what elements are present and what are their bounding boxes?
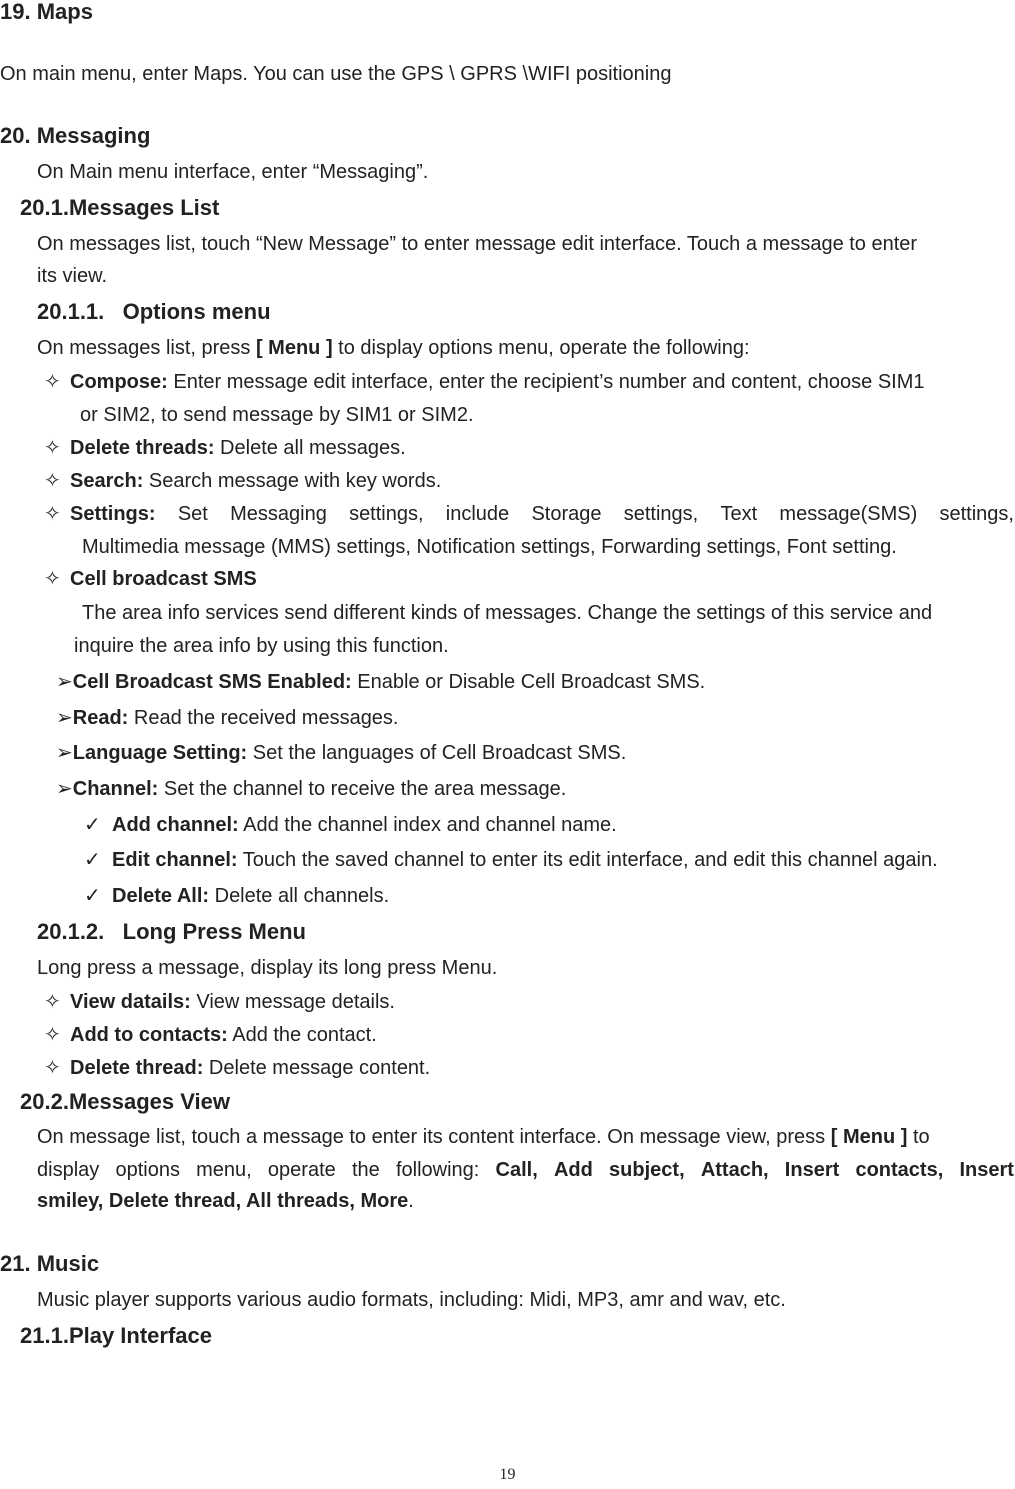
messages-list-body-1: On messages list, touch “New Message” to enter message edit interface. Touch a message to enter	[37, 233, 918, 255]
menu-key: [ Menu ]	[255, 337, 333, 359]
arrow-item-language: ➢Language Setting: Set the languages of Cell Broadcast SMS.	[56, 742, 627, 764]
heading-music: 21. Music	[0, 1251, 100, 1276]
messages-view-body-1: On message list, touch a message to enter its content interface. On message view, press [ Menu ] to	[37, 1126, 930, 1148]
bullet-view-details: ✧ View datails: View message details.	[44, 991, 395, 1013]
settings-word: Storage	[531, 503, 602, 525]
check-item-delete-all: ✓ Delete All: Delete all channels.	[84, 885, 390, 907]
diamond-bullet-icon: ✧	[44, 503, 61, 525]
page-number: 19	[499, 1466, 516, 1483]
diamond-bullet-icon: ✧	[44, 470, 61, 492]
messages-view-word: operate	[267, 1159, 336, 1181]
diamond-bullet-icon: ✧	[44, 437, 61, 459]
bullet-compose: ✧ Compose: Enter message edit interface, enter the recipient’s number and content, choose SIM1	[44, 371, 925, 393]
bullet-delete-thread: ✧ Delete thread: Delete message content.	[44, 1057, 431, 1079]
heading-options-menu: 20.1.1. Options menu	[37, 299, 271, 324]
bullet-delete-threads: ✧ Delete threads: Delete all messages.	[44, 437, 406, 459]
options-menu-intro: On messages list, press [ Menu ] to display options menu, operate the following:	[37, 337, 750, 359]
settings-word: Messaging	[230, 503, 327, 525]
diamond-bullet-icon: ✧	[44, 568, 61, 590]
messages-view-word: Call,	[495, 1159, 538, 1181]
heading-long-press-menu: 20.1.2. Long Press Menu	[37, 919, 306, 944]
check-item-add-channel: ✓ Add channel: Add the channel index and channel name.	[84, 814, 617, 836]
settings-text-2: Multimedia message (MMS) settings, Notification settings, Forwarding settings, Font setting.	[82, 536, 897, 558]
messages-view-word: options	[115, 1159, 180, 1181]
long-press-intro: Long press a message, display its long press Menu.	[37, 957, 498, 979]
maps-body: On main menu, enter Maps. You can use the GPS \ GPRS \WIFI positioning	[0, 63, 672, 85]
diamond-bullet-icon: ✧	[44, 991, 61, 1013]
settings-word: settings,	[939, 503, 1014, 525]
messages-view-body-3: smiley, Delete thread, All threads, More.	[37, 1190, 414, 1212]
messages-view-word: Attach,	[700, 1159, 769, 1181]
messages-view-word: menu,	[196, 1159, 252, 1181]
arrow-item-read: ➢Read: Read the received messages.	[56, 707, 399, 729]
diamond-bullet-icon: ✧	[44, 371, 61, 393]
settings-word: settings,	[349, 503, 424, 525]
bullet-add-contacts: ✧ Add to contacts: Add the contact.	[44, 1024, 377, 1046]
settings-word: settings,	[623, 503, 699, 525]
messages-view-word: Insert	[784, 1159, 840, 1181]
heading-play-interface: 21.1.Play Interface	[20, 1323, 213, 1348]
messages-view-word: Insert	[959, 1159, 1014, 1181]
arrow-bullet-icon: ➢	[56, 778, 73, 800]
settings-word: Set	[177, 503, 208, 525]
check-bullet-icon: ✓	[84, 885, 101, 907]
messages-view-word: following:	[395, 1159, 480, 1181]
cell-broadcast-text-2: inquire the area info by using this function.	[74, 635, 449, 657]
check-item-edit-channel: ✓ Edit channel: Touch the saved channel to enter its edit interface, and edit this channel again.	[84, 849, 938, 871]
cell-broadcast-text-1: The area info services send different kinds of messages. Change the settings of this service and	[82, 602, 933, 624]
music-intro: Music player supports various audio formats, including: Midi, MP3, amr and wav, etc.	[37, 1289, 786, 1311]
arrow-item-channel: ➢Channel: Set the channel to receive the area message.	[56, 778, 567, 800]
messages-view-word: Add	[553, 1159, 593, 1181]
arrow-bullet-icon: ➢	[56, 671, 73, 693]
bullet-settings	[44, 502, 1014, 526]
messages-list-body-2: its view.	[37, 265, 108, 287]
messages-view-word: the	[351, 1159, 380, 1181]
settings-word: Settings:	[70, 503, 156, 525]
settings-word: Text	[720, 503, 758, 525]
heading-messages-view: 20.2.Messages View	[20, 1089, 230, 1114]
settings-word: include	[445, 503, 510, 525]
messages-view-body-2	[37, 1158, 1014, 1182]
messaging-intro: On Main menu interface, enter “Messaging”.	[37, 161, 429, 183]
heading-maps: 19. Maps	[0, 0, 93, 24]
arrow-item-cb-enabled: ➢Cell Broadcast SMS Enabled: Enable or Disable Cell Broadcast SMS.	[56, 671, 706, 693]
check-bullet-icon: ✓	[84, 849, 101, 871]
check-bullet-icon: ✓	[84, 814, 101, 836]
bullet-cell-broadcast: ✧ Cell broadcast SMS	[44, 568, 257, 590]
heading-messaging: 20. Messaging	[0, 123, 151, 148]
diamond-bullet-icon: ✧	[44, 1057, 61, 1079]
settings-line-1	[70, 502, 1014, 526]
arrow-bullet-icon: ➢	[56, 707, 73, 729]
compose-text-2: or SIM2, to send message by SIM1 or SIM2.	[80, 404, 474, 426]
messages-view-word: subject,	[609, 1159, 685, 1181]
menu-key: [ Menu ]	[830, 1126, 908, 1148]
heading-messages-list: 20.1.Messages List	[20, 195, 220, 220]
bullet-search: ✧ Search: Search message with key words.	[44, 470, 442, 492]
messages-view-word: display	[37, 1159, 100, 1181]
arrow-bullet-icon: ➢	[56, 742, 73, 764]
settings-word: message(SMS)	[779, 503, 918, 525]
messages-view-word: contacts,	[855, 1159, 944, 1181]
diamond-bullet-icon: ✧	[44, 1024, 61, 1046]
